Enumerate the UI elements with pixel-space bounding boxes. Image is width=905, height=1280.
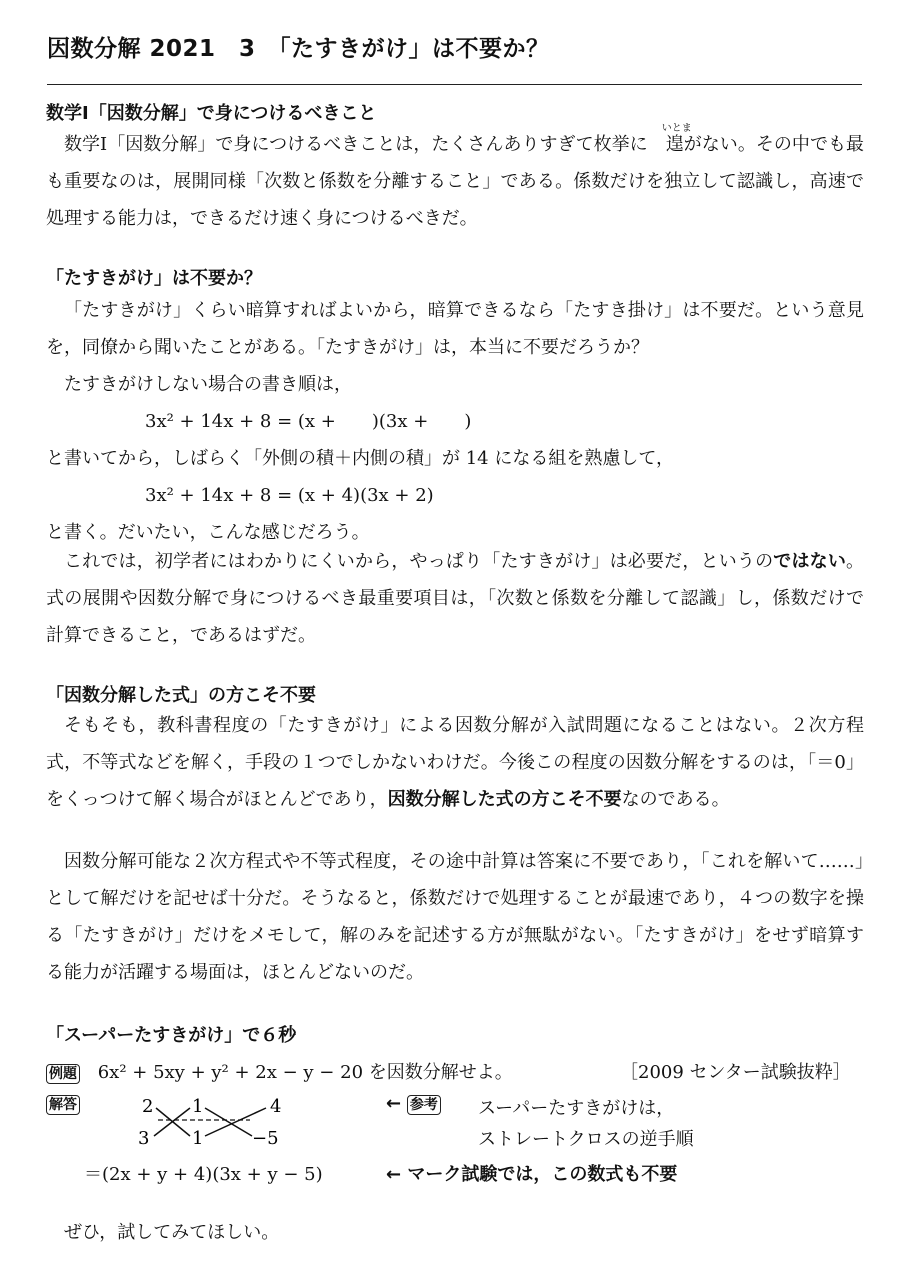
section-1-text-b: がない。その中でも最も重要なのは，展開同様「次数と係数を分離すること」である。係数だけを独立して認識し，高速で処理する能力は，できるだけ速く身につけるべきだ。 bbox=[46, 134, 865, 229]
section-2-paragraph-2: たすきがけしない場合の書き順は， bbox=[64, 374, 352, 395]
reference-label: 参考 bbox=[407, 1095, 441, 1115]
ruby-reading: いとま bbox=[661, 123, 692, 134]
reference-line-2: ストレートクロスの逆手順 bbox=[478, 1129, 694, 1150]
answer-result: ＝(2x + y + 4)(3x + y − 5) bbox=[84, 1164, 323, 1185]
reference-line-1: スーパーたすきがけは， bbox=[478, 1098, 675, 1119]
page-title: 因数分解 2021 3 「たすきがけ」は不要か？ bbox=[47, 36, 550, 62]
section-1-text-a: 数学Ⅰ「因数分解」で身につけるべきことは，たくさんありすぎて枚挙に bbox=[64, 134, 648, 155]
title-divider bbox=[47, 84, 862, 85]
example-row bbox=[46, 1058, 513, 1084]
section-1-paragraph bbox=[46, 123, 865, 237]
section-heading-2: 「たすきがけ」は不要か？ bbox=[46, 268, 262, 289]
section-heading-3: 「因数分解した式」の方こそ不要 bbox=[46, 685, 316, 706]
ruby-kanji: 遑 bbox=[665, 134, 684, 155]
tasuki-diagram bbox=[130, 1092, 300, 1152]
emphasis-unneeded: 因数分解した式の方こそ不要 bbox=[387, 789, 622, 810]
cross-line bbox=[205, 1108, 252, 1136]
section-3-paragraph-2: 因数分解可能な２次方程式や不等式程度，その途中計算は答案に不要であり，「これを解いて……」として解だけを記せば十分だ。そうなると，係数だけで処理することが最速であり，４つの数字を操る「たすきがけ」だけをメモして，解のみを記述する方が無駄がない。「たすきがけ」をせず暗算する能力が活躍する場面は，ほとんどないのだ。 bbox=[46, 851, 864, 983]
coef-a2: 3 bbox=[138, 1128, 150, 1149]
coef-a1: 2 bbox=[142, 1096, 154, 1117]
section-2-paragraph-4: と書く。だいたい，こんな感じだろう。 bbox=[46, 522, 370, 543]
coef-c2: −5 bbox=[252, 1128, 279, 1149]
section-2-paragraph-3: と書いてから，しばらく「外側の積＋内側の積」が 14 になる組を熟慮して， bbox=[46, 448, 674, 469]
coef-c1: 4 bbox=[270, 1096, 282, 1117]
section-2-paragraph-1: 「たすきがけ」くらい暗算すればよいから，暗算できるなら「たすき掛け」は不要だ。という意見を，同僚から聞いたことがある。「たすきがけ」は，本当に不要だろうか？ bbox=[46, 300, 864, 358]
equation-2: 3x² + 14x + 8 = (x + 4)(3x + 2) bbox=[145, 485, 434, 506]
coef-b1: 1 bbox=[192, 1096, 204, 1117]
closing-line: ぜひ，試してみてほしい。 bbox=[64, 1222, 280, 1243]
section-2-text-b: 。式の展開や因数分解で身につけるべき最重要項目は，「次数と係数を分離して認識」し，係数だけで計算できること，であるはずだ。 bbox=[46, 551, 865, 646]
section-2-paragraph-5 bbox=[46, 543, 864, 654]
example-text: 6x² + 5xy + y² + 2x − y − 20 を因数分解せよ。 bbox=[97, 1062, 513, 1083]
coef-b2: 1 bbox=[192, 1128, 204, 1149]
example-source: ［2009 センター試験抜粋］ bbox=[620, 1062, 851, 1083]
answer-label: 解答 bbox=[46, 1095, 80, 1115]
section-3-text-a: そもそも，教科書程度の「たすきがけ」による因数分解が入試問題になることはない。２次方程式，不等式などを解く，手段の１つでしかないわけだ。今後この程度の因数分解をするのは，「＝0」をくっつけて解く場合がほとんどであり， bbox=[46, 715, 864, 810]
answer-row bbox=[46, 1094, 80, 1115]
reference-text bbox=[478, 1093, 694, 1155]
section-3-paragraph-1 bbox=[46, 707, 864, 818]
equation-1: 3x² + 14x + 8 = (x + )(3x + ) bbox=[145, 411, 472, 432]
emphasis-not: ではない bbox=[773, 551, 847, 572]
ruby-word bbox=[648, 123, 692, 163]
section-2-text-a: これでは，初学者にはわかりにくいから，やっぱり「たすきがけ」は必要だ，というの bbox=[64, 551, 774, 572]
section-heading-4: 「スーパーたすきがけ」で６秒 bbox=[46, 1025, 297, 1046]
section-3-text-b: なのである。 bbox=[621, 789, 730, 810]
arrow-icon: ← bbox=[386, 1093, 402, 1114]
mark-exam-note: ← マーク試験では，この数式も不要 bbox=[386, 1164, 678, 1185]
section-heading-1: 数学Ⅰ「因数分解」で身につけるべきこと bbox=[46, 103, 377, 124]
example-label: 例題 bbox=[46, 1064, 80, 1084]
reference-note bbox=[386, 1093, 441, 1115]
